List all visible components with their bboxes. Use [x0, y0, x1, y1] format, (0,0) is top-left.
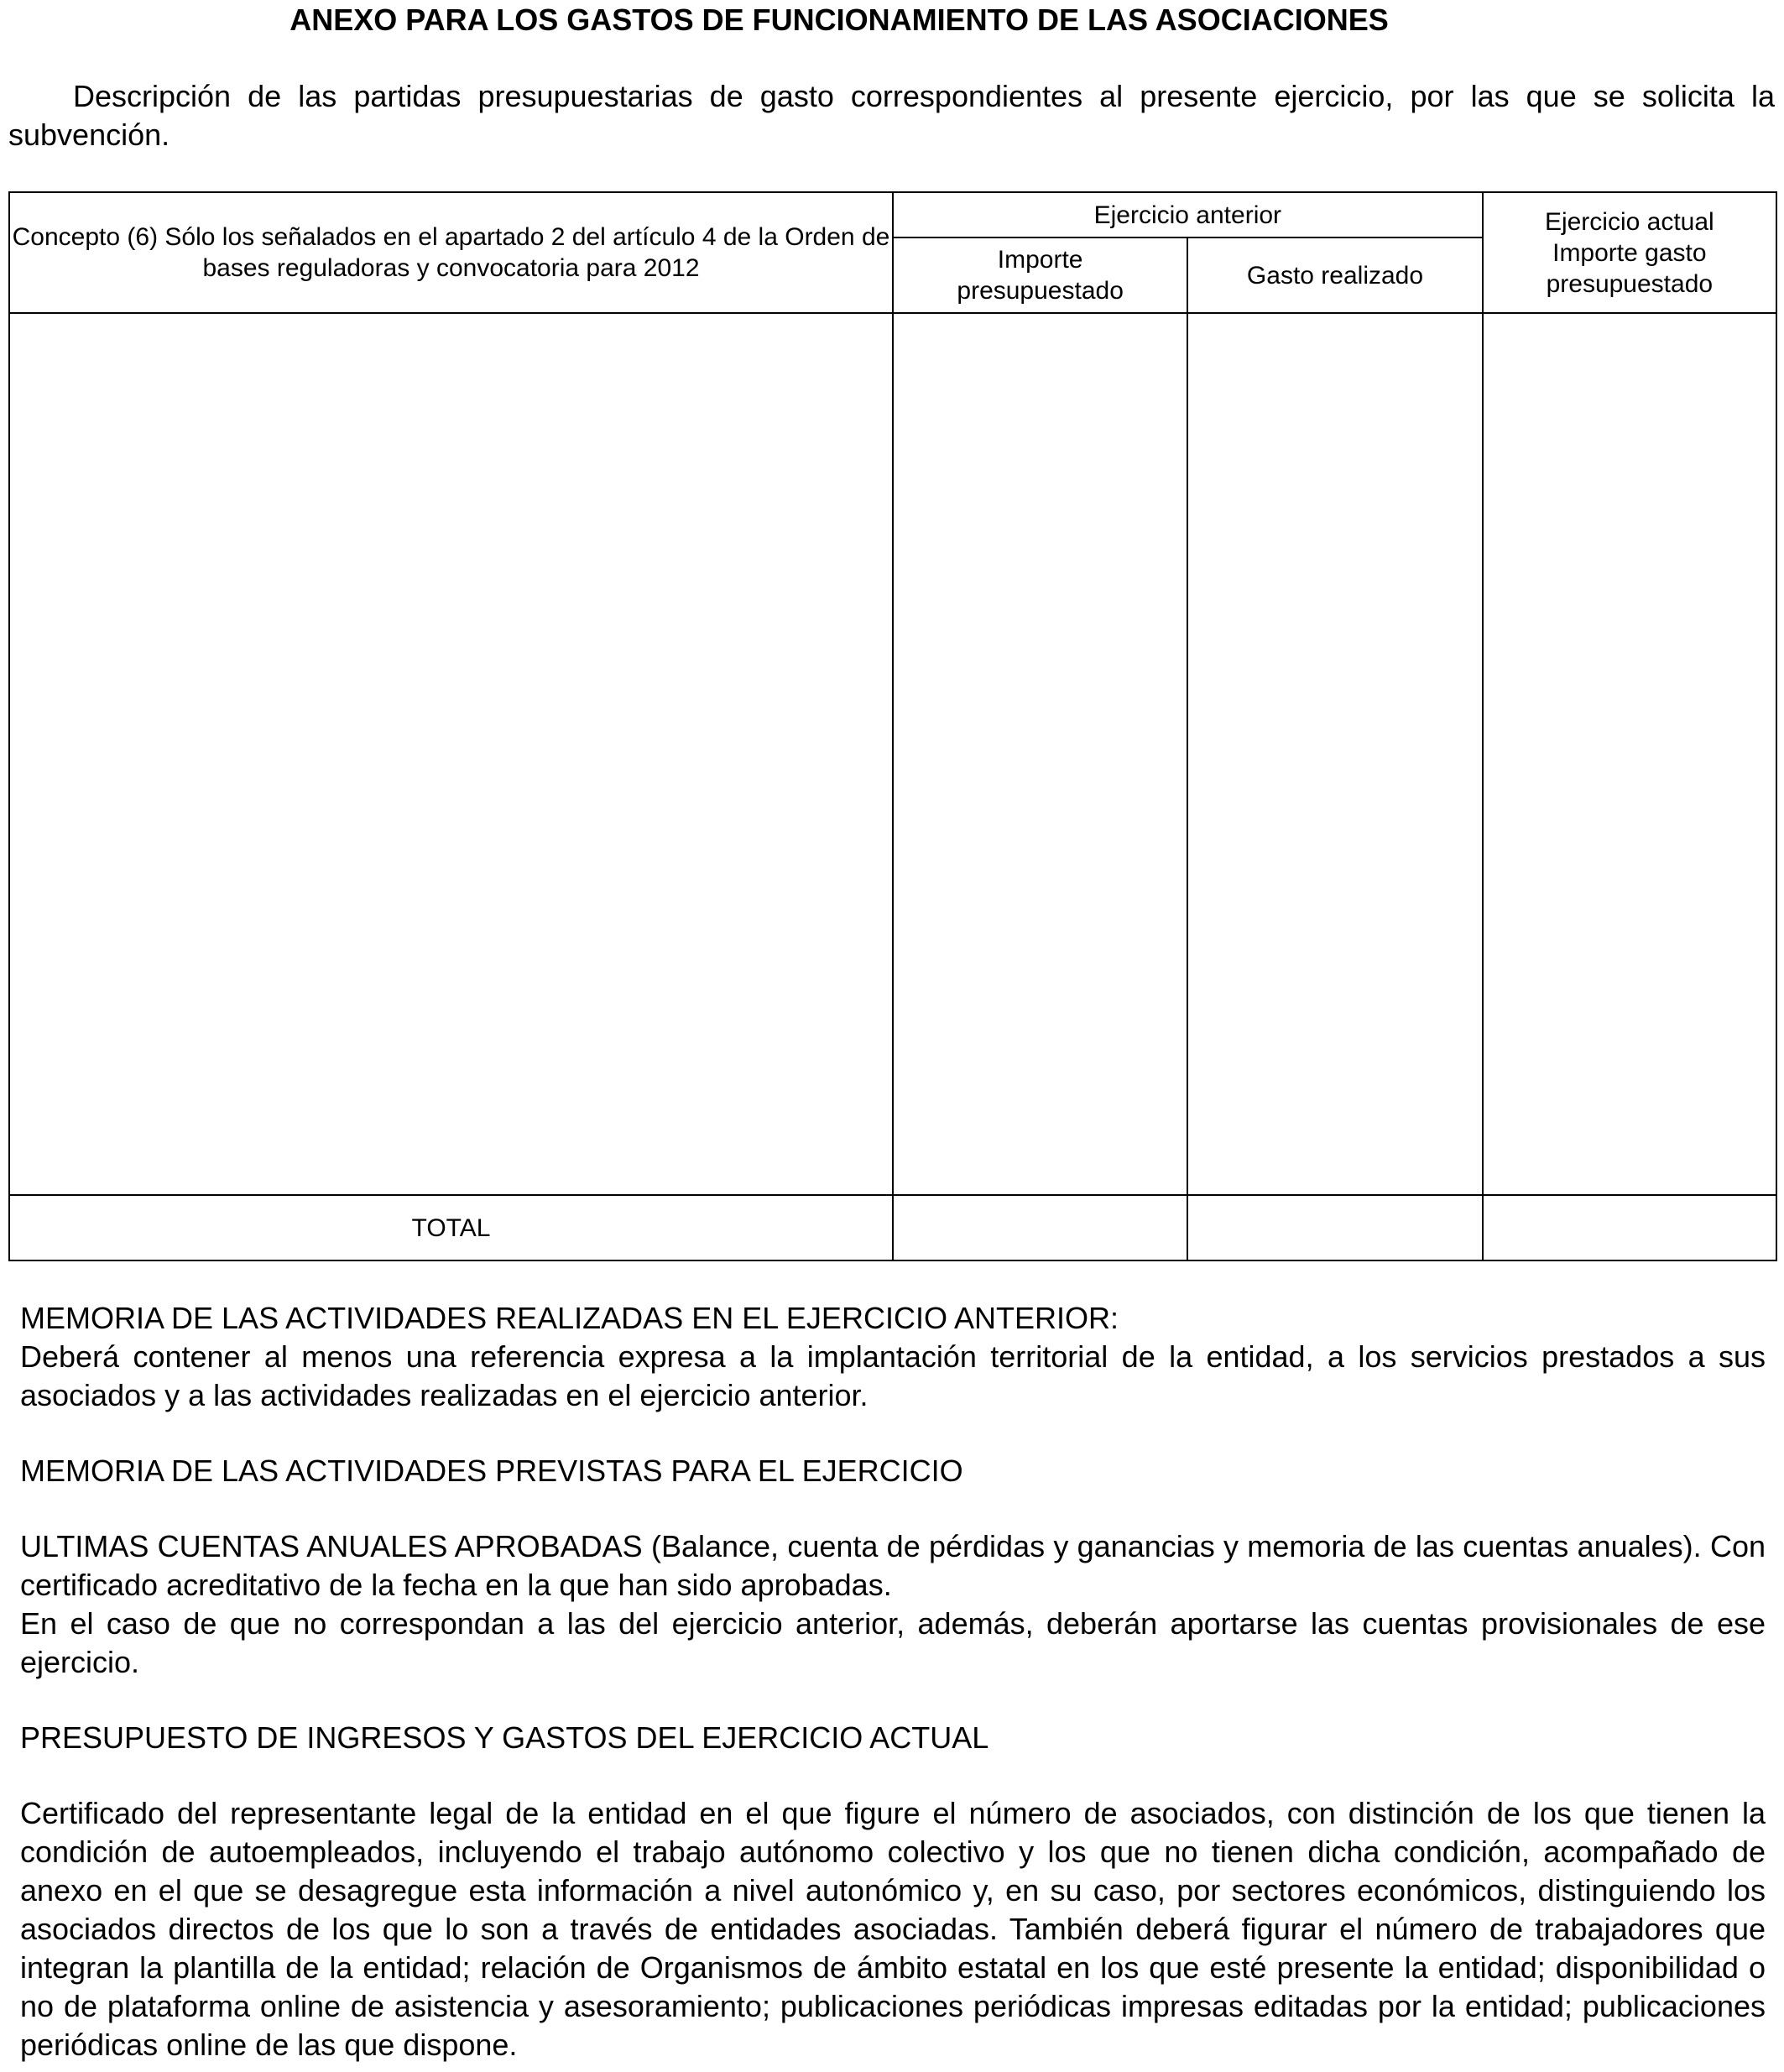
- ejercicio-actual-header: Ejercicio actual Importe gasto presupuestado: [1483, 192, 1776, 313]
- gasto-realizado-header: Gasto realizado: [1187, 237, 1482, 313]
- ejercicio-anterior-header: Ejercicio anterior: [893, 192, 1483, 237]
- cuentas-text-2: En el caso de que no correspondan a las del ejercicio anterior, además, deberán aportarse las cuentas provisionales de ese ejercicio.: [20, 1606, 1766, 1679]
- document-title: [0, 2, 1784, 39]
- total-ejercicio-actual-cell[interactable]: [1483, 1195, 1776, 1260]
- document-title-text: ANEXO PARA LOS GASTOS DE FUNCIONAMIENTO DE LAS ASOCIACIONES: [290, 3, 1389, 37]
- memoria-anterior-title: MEMORIA DE LAS ACTIVIDADES REALIZADAS EN EL EJERCICIO ANTERIOR:: [20, 1301, 1119, 1335]
- requirements-sections: [20, 1299, 1766, 2064]
- total-gasto-realizado-cell[interactable]: [1187, 1195, 1482, 1260]
- presupuesto-title: PRESUPUESTO DE INGRESOS Y GASTOS DEL EJERCICIO ACTUAL: [20, 1720, 989, 1755]
- ejercicio-actual-entry-cell[interactable]: [1483, 313, 1776, 1195]
- gasto-realizado-entry-cell[interactable]: [1187, 313, 1482, 1195]
- importe-presupuestado-header: Importe presupuestado: [893, 237, 1187, 313]
- table-entry-row: [9, 313, 1776, 1195]
- concepto-entry-cell[interactable]: [9, 313, 893, 1195]
- cuentas-text: ULTIMAS CUENTAS ANUALES APROBADAS (Balance, cuenta de pérdidas y ganancias y memoria de las cuentas anuales). Con certificado acreditativo de la fecha en la que han sido aprobadas.: [20, 1529, 1766, 1602]
- total-importe-presupuestado-cell[interactable]: [893, 1195, 1187, 1260]
- concepto-header: Concepto (6) Sólo los señalados en el apartado 2 del artículo 4 de la Orden de bases reguladoras y convocatoria para 2012: [9, 192, 893, 313]
- table-header-row-1: [9, 192, 1776, 237]
- memoria-anterior-text: Deberá contener al menos una referencia expresa a la implantación territorial de la entidad, a los servicios prestados a sus asociados y a las actividades realizadas en el ejercicio anterior.: [20, 1339, 1766, 1412]
- importe-presupuestado-entry-cell[interactable]: [893, 313, 1187, 1195]
- intro-paragraph: Descripción de las partidas presupuestarias de gasto correspondientes al presente ejercicio, por las que se solicita la subvención.: [8, 79, 1775, 152]
- certificado-text: Certificado del representante legal de la entidad en el que figure el número de asociados, con distinción de los que tienen la condición de autoempleados, incluyendo el trabajo autónomo colectivo y los que no tienen dicha condición, acompañado de anexo en el que se desagregue esta información a nivel autonómico y, en su caso, por sectores económicos, distinguiendo los asociados directos de los que lo son a través de entidades asociadas. También deberá figurar el número de trabajadores que integran la plantilla de la entidad; relación de Organismos de ámbito estatal en los que esté presente la entidad; disponibilidad o no de plataforma online de asistencia y asesoramiento; publicaciones periódicas impresas editadas por la entidad; publicaciones periódicas online de las que dispone.: [20, 1796, 1766, 2062]
- budget-table: [8, 191, 1777, 1261]
- total-label: TOTAL: [9, 1195, 893, 1260]
- memoria-prevista-title: MEMORIA DE LAS ACTIVIDADES PREVISTAS PARA EL EJERCICIO: [20, 1454, 963, 1488]
- table-total-row: [9, 1195, 1776, 1260]
